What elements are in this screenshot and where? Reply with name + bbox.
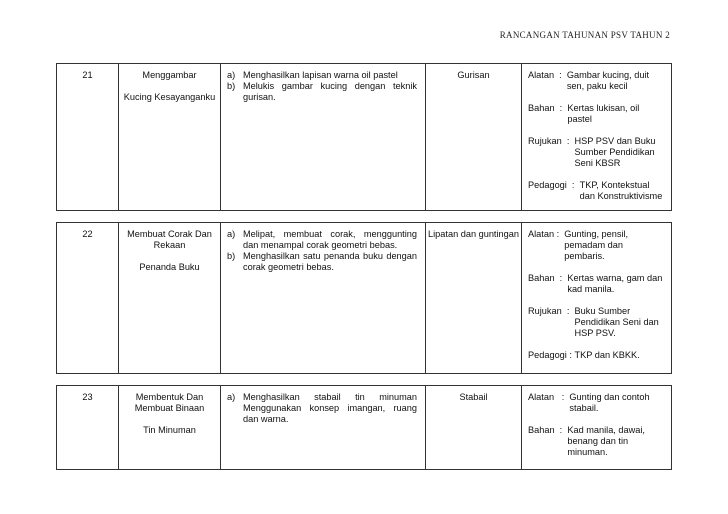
topic-title: Membuat Corak Dan Rekaan bbox=[127, 229, 212, 250]
objective-label: a) bbox=[227, 70, 236, 80]
resource-label: Bahan : bbox=[528, 103, 568, 113]
resource-value: Gunting, pensil, pemadam dan pembaris. bbox=[564, 229, 629, 261]
resource-item bbox=[528, 350, 665, 361]
objective-item bbox=[227, 392, 417, 425]
objective-label: a) bbox=[227, 392, 236, 402]
table-row bbox=[57, 386, 672, 470]
resource-label: Alatan : bbox=[528, 229, 565, 239]
resources-cell bbox=[522, 386, 672, 470]
resource-value: Kertas lukisan, oil pastel bbox=[567, 103, 640, 124]
topic-cell bbox=[119, 223, 221, 374]
page-header-title: RANCANGAN TAHUNAN PSV TAHUN 2 bbox=[499, 30, 670, 40]
resource-value: TKP dan KBKK. bbox=[574, 350, 640, 360]
resource-value: Kertas warna, gam dan kad manila. bbox=[567, 273, 663, 294]
resource-item bbox=[528, 229, 665, 262]
resource-item bbox=[528, 103, 665, 125]
objectives-list bbox=[227, 70, 417, 103]
objectives-list bbox=[227, 392, 417, 425]
resource-value: HSP PSV dan Buku Sumber Pendidikan Seni KBSR bbox=[574, 136, 656, 168]
objective-item bbox=[227, 251, 417, 273]
annual-plan-body bbox=[57, 64, 672, 470]
resource-label: Rujukan : bbox=[528, 136, 575, 146]
resources-cell bbox=[522, 223, 672, 374]
objective-text: Menghasilkan lapisan warna oil pastel bbox=[243, 70, 398, 80]
week-number-cell: 21 bbox=[57, 64, 119, 211]
resource-item bbox=[528, 392, 665, 414]
resource-label: Pedagogi : bbox=[528, 350, 575, 360]
objective-label: b) bbox=[227, 81, 236, 91]
annual-plan-table bbox=[56, 63, 672, 470]
week-number-cell: 23 bbox=[57, 386, 119, 470]
resource-value: Kad manila, dawai, benang dan tin minuman. bbox=[567, 425, 645, 457]
resource-label: Bahan : bbox=[528, 273, 568, 283]
resource-item bbox=[528, 273, 665, 295]
table-row bbox=[57, 223, 672, 374]
objective-item bbox=[227, 70, 417, 81]
row-gap bbox=[57, 374, 672, 386]
objective-text: Menghasilkan stabail tin minuman Menggunakan konsep imangan, ruang dan warna. bbox=[243, 392, 417, 424]
objectives-list bbox=[227, 229, 417, 273]
objectives-cell bbox=[221, 386, 426, 470]
resource-value: Gunting dan contoh stabail. bbox=[569, 392, 650, 413]
objective-text: Melukis gambar kucing dengan teknik gurisan. bbox=[243, 81, 417, 102]
objectives-cell bbox=[221, 64, 426, 211]
resource-label: Alatan : bbox=[528, 70, 567, 80]
resource-item bbox=[528, 425, 665, 458]
resource-label: Rujukan : bbox=[528, 306, 575, 316]
topic-subtitle: Kucing Kesayanganku bbox=[123, 92, 216, 102]
resource-value: Gambar kucing, duit sen, paku kecil bbox=[566, 70, 650, 91]
week-number-cell: 22 bbox=[57, 223, 119, 374]
resource-label: Alatan : bbox=[528, 392, 570, 402]
table-row bbox=[57, 64, 672, 211]
objective-label: b) bbox=[227, 251, 236, 261]
objective-label: a) bbox=[227, 229, 236, 239]
resources-cell bbox=[522, 64, 672, 211]
resource-label: Pedagogi : bbox=[528, 180, 580, 190]
objective-item bbox=[227, 229, 417, 251]
topic-subtitle: Tin Minuman bbox=[143, 425, 196, 435]
topic-subtitle: Penanda Buku bbox=[139, 262, 200, 272]
topic-title: Menggambar bbox=[142, 70, 197, 80]
resource-value: TKP, Kontekstual dan Konstruktivisme bbox=[579, 180, 663, 201]
resource-label: Bahan : bbox=[528, 425, 568, 435]
objective-text: Melipat, membuat corak, menggunting dan menampal corak geometri bebas. bbox=[243, 229, 417, 250]
topic-title: Membentuk Dan Membuat Binaan bbox=[134, 392, 205, 413]
row-gap bbox=[57, 211, 672, 223]
objective-text: Menghasilkan satu penanda buku dengan corak geometri bebas. bbox=[243, 251, 417, 272]
objective-item bbox=[227, 81, 417, 103]
objectives-cell bbox=[221, 223, 426, 374]
resource-value: Buku Sumber Pendidikan Seni dan HSP PSV. bbox=[574, 306, 659, 338]
topic-cell bbox=[119, 64, 221, 211]
resource-item bbox=[528, 136, 665, 169]
resource-item bbox=[528, 70, 665, 92]
activity-cell: Gurisan bbox=[426, 64, 522, 211]
activity-cell: Stabail bbox=[426, 386, 522, 470]
resource-item bbox=[528, 180, 665, 202]
activity-cell: Lipatan dan guntingan bbox=[426, 223, 522, 374]
topic-cell bbox=[119, 386, 221, 470]
resource-item bbox=[528, 306, 665, 339]
